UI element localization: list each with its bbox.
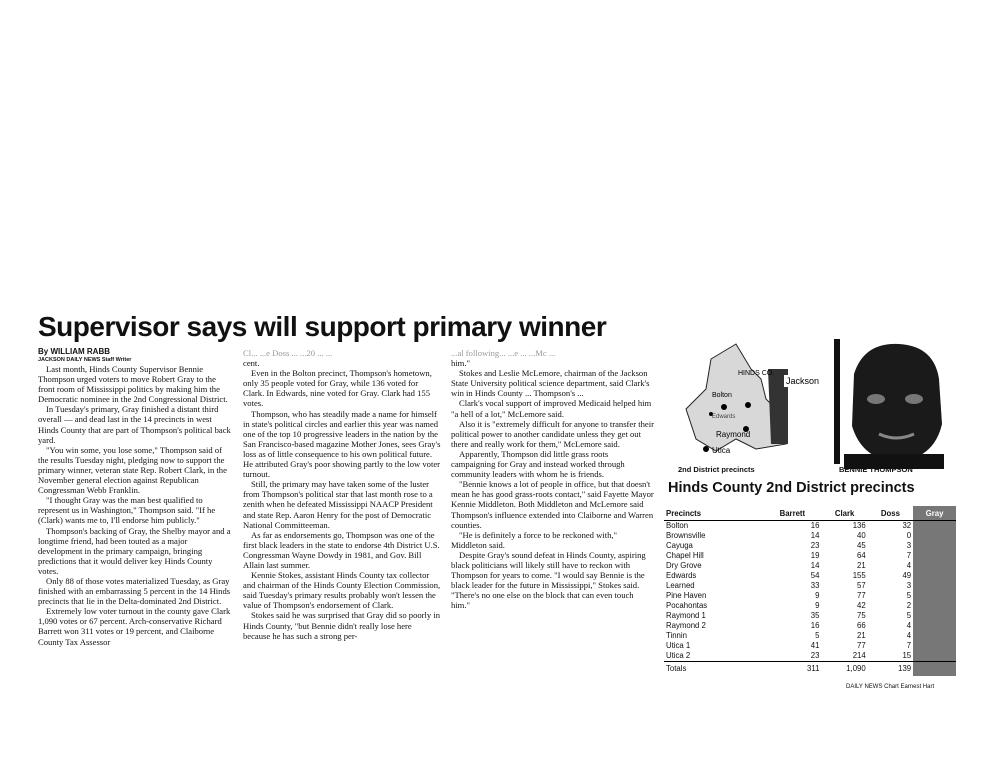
precinct-cell: Dry Grove bbox=[666, 561, 702, 570]
paragraph: "He is definitely a force to be reckoned with," Middleton said. bbox=[451, 529, 618, 550]
gray-cell bbox=[913, 551, 956, 561]
gray-cell bbox=[913, 601, 956, 611]
doss-cell: 0 bbox=[906, 531, 912, 540]
doss-cell: 4 bbox=[906, 621, 912, 630]
table-row bbox=[664, 631, 956, 641]
doss-cell: 3 bbox=[906, 541, 912, 550]
paragraph: Stokes said he was surprised that Gray did so poorly in Hinds County, "but Bennie didn't really lose here because he has such a strong per- bbox=[243, 610, 441, 641]
gray-cell bbox=[913, 591, 956, 601]
table-title: Hinds County 2nd District precincts bbox=[668, 480, 915, 496]
doss-cell: 5 bbox=[906, 591, 912, 600]
precinct-cell: Raymond 2 bbox=[666, 621, 706, 630]
paragraph: Last month, Hinds County Supervisor Bennie Thompson urged voters to move Robert Gray to the front room of Mississippi politics by making him the Democratic nominee in the 2nd Congressional District. bbox=[38, 364, 228, 405]
table-row bbox=[664, 591, 956, 601]
gray-cell bbox=[913, 531, 956, 541]
table-row bbox=[664, 641, 956, 651]
clark-total: 1,090 bbox=[821, 662, 867, 677]
gray-cell bbox=[913, 641, 956, 651]
barrett-cell: 16 bbox=[810, 521, 820, 530]
precinct-cell: Raymond 1 bbox=[666, 611, 706, 620]
map-label-county: HINDS CO. bbox=[738, 370, 775, 377]
clark-cell: 40 bbox=[857, 531, 866, 540]
clark-cell: 155 bbox=[852, 571, 866, 580]
doss-cell: 5 bbox=[906, 611, 912, 620]
doss-cell: 2 bbox=[906, 601, 912, 610]
header-gray: Gray bbox=[913, 506, 956, 521]
barrett-cell: 5 bbox=[815, 631, 820, 640]
portrait-photo bbox=[834, 334, 954, 469]
clark-cell: 77 bbox=[857, 641, 866, 650]
clark-cell: 57 bbox=[857, 581, 866, 590]
paragraph: Even in the Bolton precinct, Thompson's hometown, only 35 people voted for Gray, while 136 voted for Clark. In Edwards, nine voted for Gray. Clark had 155 votes. bbox=[243, 368, 432, 409]
utica-marker bbox=[703, 446, 709, 452]
gray-cell bbox=[913, 541, 956, 551]
district-map bbox=[676, 339, 836, 471]
table-row bbox=[664, 531, 956, 541]
doss-cell: 49 bbox=[902, 571, 912, 580]
precinct-cell: Utica 2 bbox=[666, 651, 691, 660]
gray-cell bbox=[913, 621, 956, 631]
clark-cell: 45 bbox=[857, 541, 866, 550]
results-graphic bbox=[656, 314, 962, 692]
column-3-top-line: ...al following... ...e ... ...Mc ... bbox=[451, 348, 556, 358]
gray-cell bbox=[913, 571, 956, 581]
precinct-cell: Learned bbox=[666, 581, 695, 590]
article-column-2 bbox=[243, 348, 441, 641]
paragraph: Only 88 of those votes materialized Tuesday, as Gray finished with an embarrassing 5 percent in the 14 Hinds precincts that lie in the Delta-dominated 2nd District. bbox=[38, 575, 231, 607]
table-header-row bbox=[664, 506, 956, 521]
precinct-cell: Brownsville bbox=[666, 531, 706, 540]
doss-cell: 4 bbox=[906, 631, 912, 640]
map-caption: 2nd District precincts bbox=[678, 465, 755, 474]
results-table bbox=[664, 506, 956, 676]
barrett-cell: 9 bbox=[815, 601, 820, 610]
doss-cell: 3 bbox=[906, 581, 912, 590]
paragraph: "I thought Gray was the man best qualified to represent us in Washington," Thompson said. "If he (Clark) wants me to, I'll endorse him publicly." bbox=[38, 495, 216, 526]
precinct-cell: Edwards bbox=[666, 571, 697, 580]
barrett-cell: 19 bbox=[810, 551, 820, 560]
gray-cell bbox=[913, 611, 956, 621]
column-2-top-line: Cl... ...e Doss ... ...20 ... ... bbox=[243, 348, 333, 358]
gray-cell bbox=[913, 581, 956, 591]
clark-cell: 75 bbox=[857, 611, 866, 620]
doss-cell: 32 bbox=[902, 521, 912, 530]
table-row bbox=[664, 651, 956, 662]
totals-row bbox=[664, 662, 956, 677]
doss-cell: 4 bbox=[906, 561, 912, 570]
doss-total: 139 bbox=[868, 662, 913, 677]
clark-cell: 77 bbox=[857, 591, 866, 600]
clark-cell: 214 bbox=[852, 651, 866, 660]
table-row bbox=[664, 601, 956, 611]
precinct-cell: Pocahontas bbox=[666, 601, 708, 610]
barrett-cell: 41 bbox=[810, 641, 820, 650]
barrett-cell: 14 bbox=[810, 561, 820, 570]
table-row bbox=[664, 551, 956, 561]
clinton-marker bbox=[745, 402, 751, 408]
staff-line: JACKSON DAILY NEWS Staff Writer bbox=[38, 357, 132, 363]
doss-cell: 15 bbox=[902, 651, 912, 660]
precinct-cell: Bolton bbox=[666, 521, 689, 530]
barrett-cell: 16 bbox=[810, 621, 820, 630]
gray-cell bbox=[913, 521, 956, 532]
precinct-cell: Cayuga bbox=[666, 541, 693, 550]
chart-credit: DAILY NEWS Chart Earnest Hart bbox=[846, 684, 935, 690]
paragraph: him." bbox=[451, 358, 471, 369]
barrett-cell: 54 bbox=[810, 571, 820, 580]
header-doss: Doss bbox=[868, 506, 913, 521]
map-label-edwards: Edwards bbox=[712, 414, 736, 420]
table-row bbox=[664, 561, 956, 571]
precinct-cell: Chapel Hill bbox=[666, 551, 704, 560]
doss-cell: 7 bbox=[906, 641, 912, 650]
photo-caption: BENNIE THOMPSON bbox=[839, 465, 913, 474]
barrett-cell: 23 bbox=[810, 651, 820, 660]
table-row bbox=[664, 521, 956, 532]
table-row bbox=[664, 541, 956, 551]
doss-cell: 7 bbox=[906, 551, 912, 560]
header-barrett: Barrett bbox=[763, 506, 821, 521]
barrett-cell: 35 bbox=[810, 611, 820, 620]
header-precincts: Precincts bbox=[664, 506, 763, 521]
precinct-cell: Utica 1 bbox=[666, 641, 691, 650]
paragraph: Kennie Stokes, assistant Hinds County tax collector and chairman of the Hinds County Election Commission, said Tuesday's primary results probably won't lessen the value of Thompson's endorsement of Clark. bbox=[243, 570, 441, 611]
paragraph: "You win some, you lose some," Thompson said of the results Tuesday night, pledging now to support the primary winner, veteran state Rep. Robert Clark, in the November general election against Republican Congressman Webb Franklin. bbox=[38, 444, 227, 496]
headline: Supervisor says will support primary winner bbox=[38, 311, 607, 342]
clark-cell: 64 bbox=[857, 551, 866, 560]
map-label-utica: Utica bbox=[712, 446, 731, 455]
clark-cell: 21 bbox=[857, 631, 866, 640]
map-label-bolton: Bolton bbox=[712, 392, 732, 399]
precinct-cell: Pine Haven bbox=[666, 591, 707, 600]
paragraph: Clark's vocal support of improved Medicaid helped him "a hell of a lot," McLemore said. bbox=[451, 398, 652, 419]
paragraph: Extremely low voter turnout in the county gave Clark 1,090 votes or 67 percent. Arch-conservative Richard Barrett won 311 votes or 19 percent, and Claiborne County Tax Assessor bbox=[38, 606, 231, 647]
gray-total bbox=[913, 662, 956, 677]
paragraph: "Bennie knows a lot of people in office, but that doesn't mean he has good grass-roots contact," said Fayette Mayor Kennie Middleton. Both Middleton and McLemore said Thompson's influence extended into Claiborne and Warren counties. bbox=[451, 479, 654, 530]
header-clark: Clark bbox=[821, 506, 867, 521]
table-row bbox=[664, 611, 956, 621]
table-row bbox=[664, 571, 956, 581]
byline: By WILLIAM RABB bbox=[38, 347, 110, 356]
table-row bbox=[664, 581, 956, 591]
barrett-total: 311 bbox=[763, 662, 821, 677]
paragraph: Despite Gray's sound defeat in Hinds County, aspiring black politicians will likely still have to reckon with Thompson for years to come. "I would say Bennie is the black leader for the future in Mississippi," Stokes said. "There's no one else on the block that can even touch him." bbox=[451, 549, 646, 611]
clark-cell: 42 bbox=[857, 601, 866, 610]
paragraph: Stokes and Leslie McLemore, chairman of the Jackson State University political science department, said Clark's win in Hinds County ... Thompson's ... bbox=[451, 368, 650, 399]
article-column-3 bbox=[451, 348, 654, 610]
gray-cell bbox=[913, 631, 956, 641]
clark-cell: 66 bbox=[857, 621, 866, 630]
bolton-marker bbox=[721, 404, 727, 410]
barrett-cell: 14 bbox=[810, 531, 820, 540]
precinct-cell: Tinnin bbox=[666, 631, 687, 640]
paragraph: Thompson, who has steadily made a name for himself in state's political circles and earlier this year was named one of the top 10 progressive leaders in the nation by the San Francisco-based magazine Mother Jones, sees Gray's loss as of little consequence to his own political future. He attributed Gray's poor showing partly to the low voter turnout. bbox=[243, 408, 441, 480]
clark-cell: 136 bbox=[852, 521, 866, 530]
paragraph: Also it is "extremely difficult for anyone to transfer their political power to another candidate unless they get out there and really work for them," McLemore said. bbox=[451, 418, 654, 449]
paragraph: As far as endorsements go, Thompson was one of the first black leaders in the state to endorse 4th District U.S. Congressman Wayne Dowdy in 1981, and Gov. Bill Allain last summer. bbox=[243, 529, 440, 570]
barrett-cell: 23 bbox=[810, 541, 820, 550]
paragraph: Still, the primary may have taken some of the luster from Thompson's political star that last month rose to a zenith when he defeated Mississippi NAACP President and state Rep. Aaron Henry for the post of Democratic National Committeeman. bbox=[243, 479, 433, 530]
map-label-jackson: Jackson bbox=[786, 376, 820, 386]
gray-cell bbox=[913, 561, 956, 571]
article-column-1 bbox=[38, 364, 233, 647]
clark-cell: 21 bbox=[857, 561, 866, 570]
paragraph: Apparently, Thompson did little grass roots campaigning for Gray and instead worked through community leaders with whom he is friends. bbox=[451, 448, 625, 480]
table-row bbox=[664, 621, 956, 631]
paragraph: In Tuesday's primary, Gray finished a distant third overall — and dead last in the 14 precincts in west Hinds County that are part of Thompson's political back yard. bbox=[38, 404, 231, 445]
paragraph: Thompson's backing of Gray, the Shelby mayor and a longtime friend, had been touted as a major development in the primary campaign, bringing predictions that it would deliver key Hinds County votes. bbox=[38, 525, 231, 576]
barrett-cell: 9 bbox=[815, 591, 820, 600]
totals-label: Totals bbox=[664, 662, 763, 677]
barrett-cell: 33 bbox=[810, 581, 820, 590]
paragraph: cent. bbox=[243, 358, 260, 369]
map-label-raymond: Raymond bbox=[716, 430, 751, 439]
gray-cell bbox=[913, 651, 956, 662]
